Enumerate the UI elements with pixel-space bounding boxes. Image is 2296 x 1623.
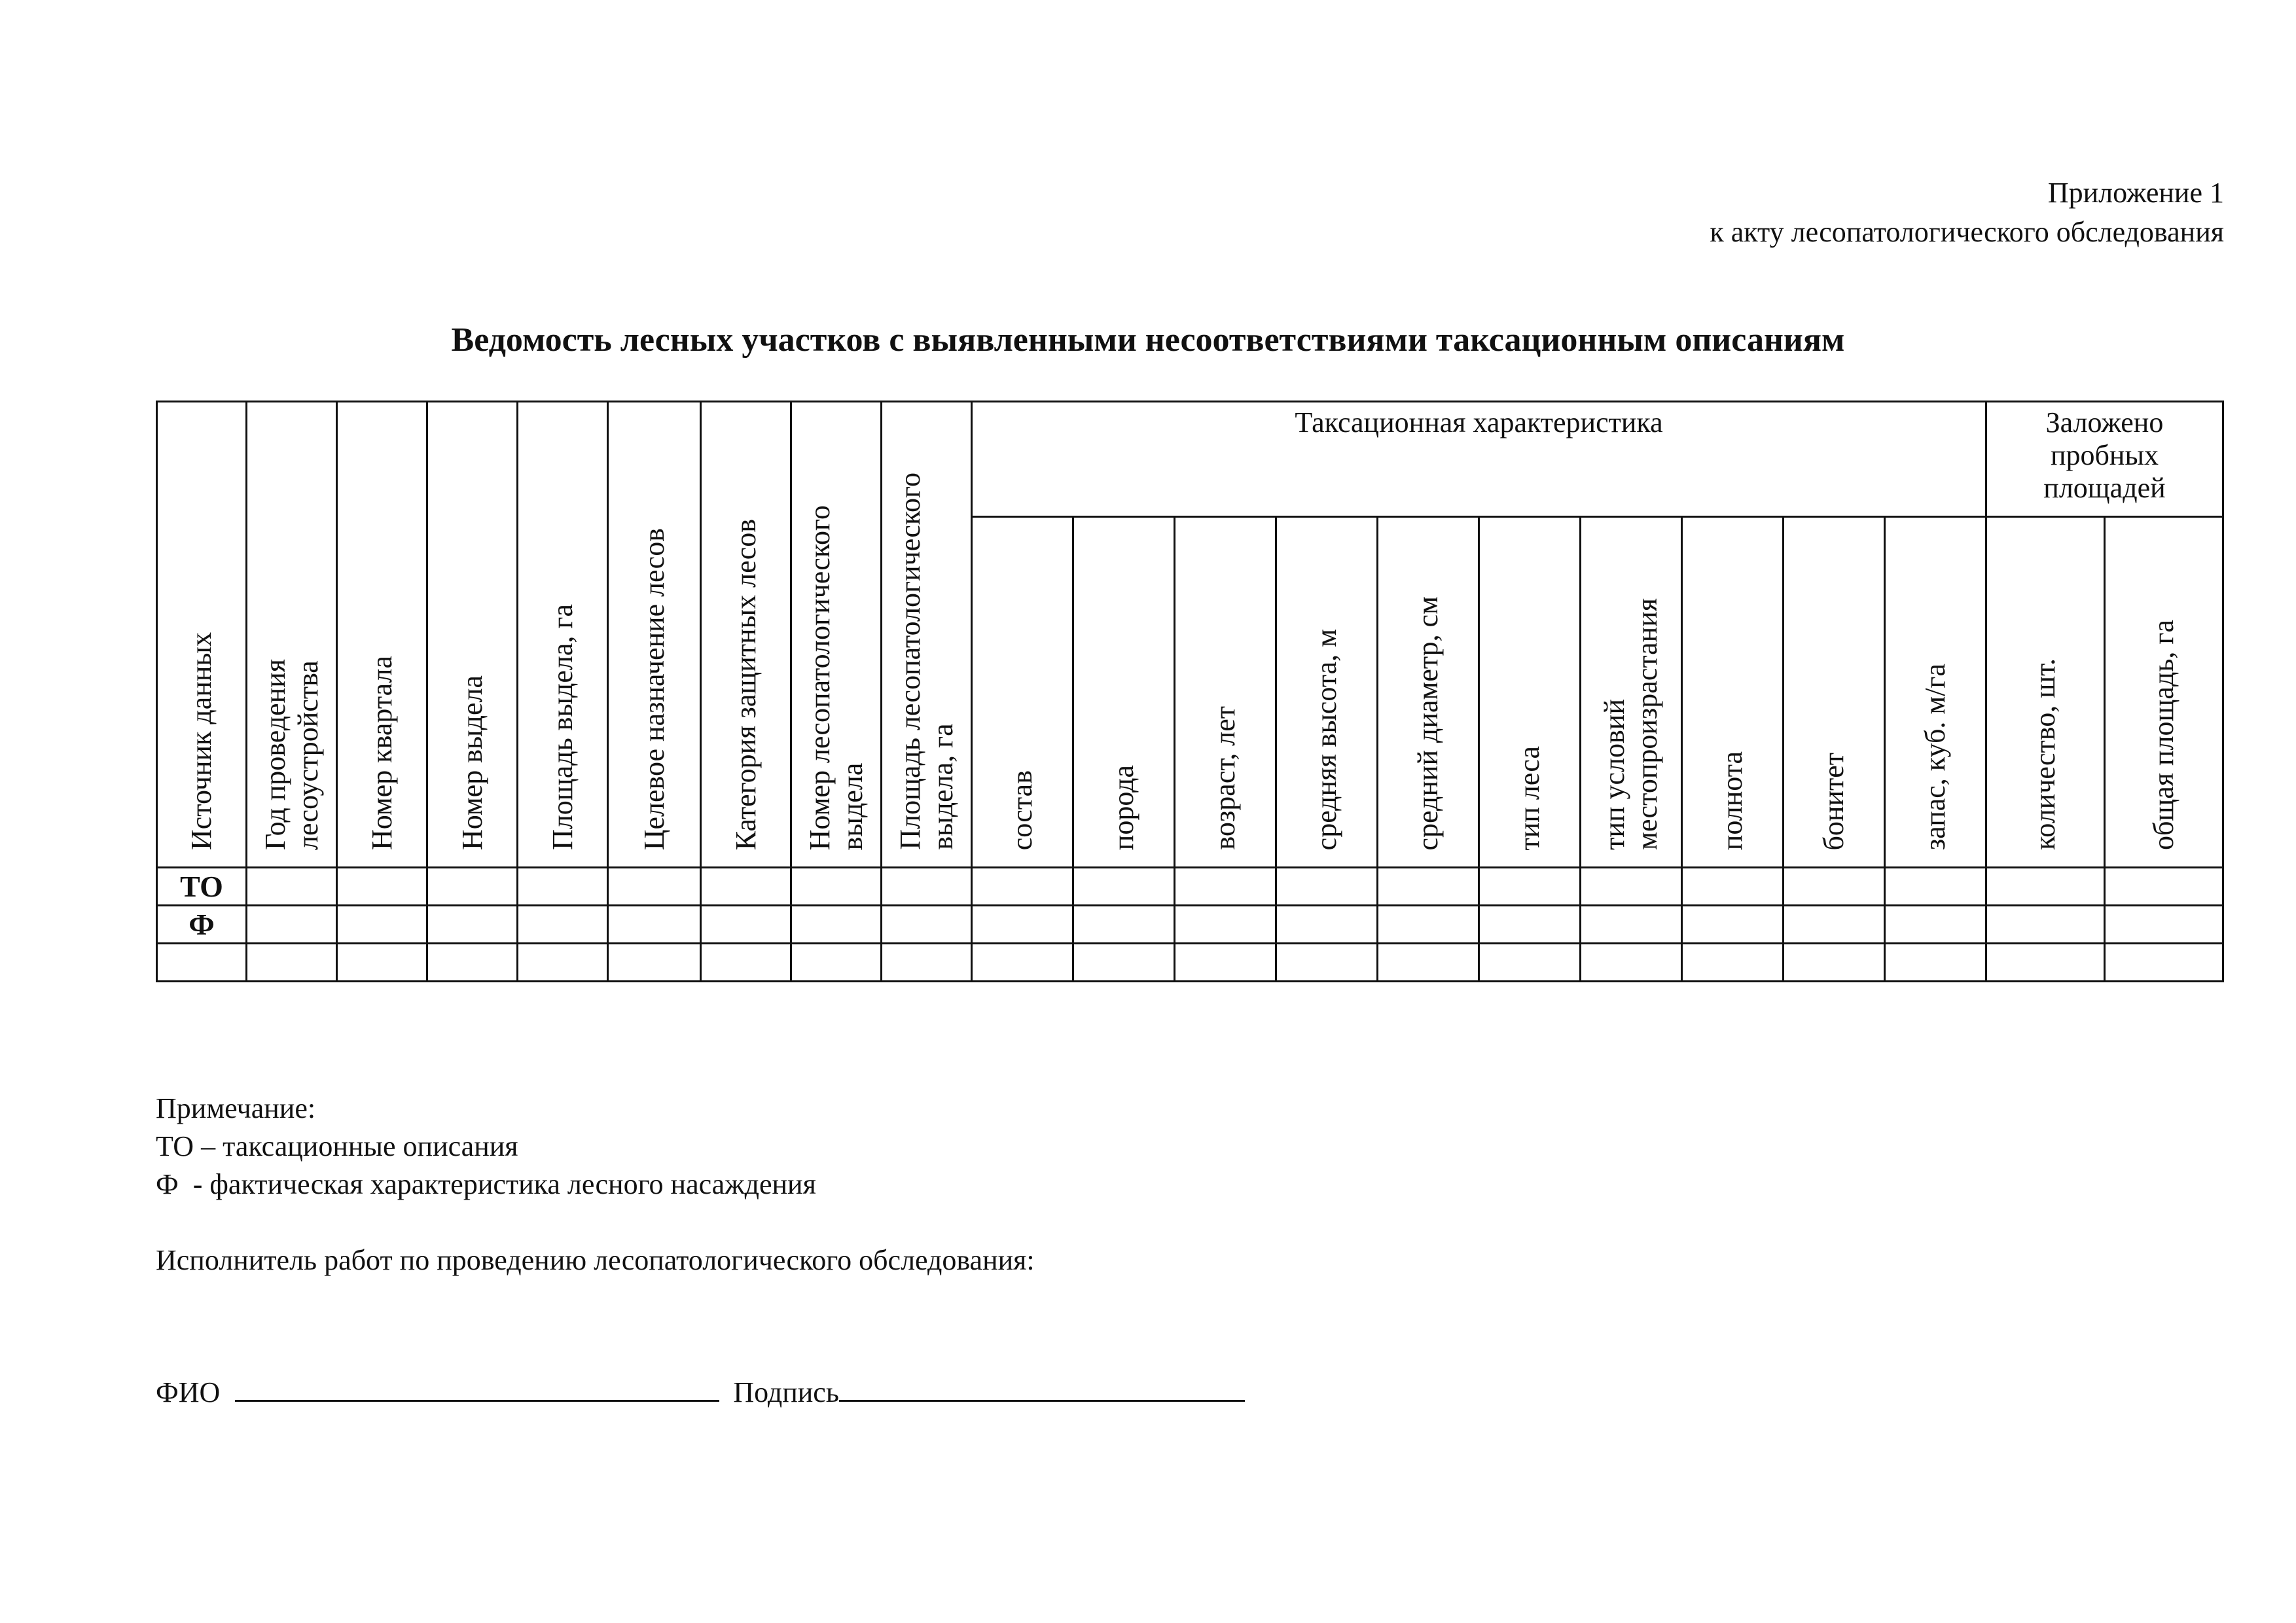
- taxation-column-header-10: запас, куб. м/га: [1885, 517, 1986, 868]
- taxation-column-header-4: средняя высота, м: [1276, 517, 1378, 868]
- signature-line: [156, 1371, 1245, 1409]
- taxation-column-header-1: состав: [972, 517, 1073, 868]
- table-cell[interactable]: [337, 944, 427, 982]
- table-cell[interactable]: [972, 944, 1073, 982]
- table-cell[interactable]: [1784, 906, 1885, 944]
- table-cell[interactable]: [2105, 868, 2223, 906]
- table-cell[interactable]: [1581, 944, 1682, 982]
- table-cell[interactable]: [1479, 906, 1581, 944]
- column-header-5: Площадь выдела, га: [518, 402, 608, 868]
- table-cell[interactable]: [1885, 944, 1986, 982]
- signature-blank-line[interactable]: [839, 1371, 1245, 1402]
- table-cell[interactable]: [791, 906, 882, 944]
- taxation-column-header-7: тип условий местопроизрастания: [1581, 517, 1682, 868]
- table-cell[interactable]: [701, 868, 791, 906]
- annex-reference: к акту лесопатологического обследования: [1710, 216, 2224, 248]
- column-header-7: Категория защитных лесов: [701, 402, 791, 868]
- table-cell[interactable]: [1986, 906, 2105, 944]
- table-cell[interactable]: [1986, 944, 2105, 982]
- table-cell[interactable]: [701, 944, 791, 982]
- table-cell[interactable]: [791, 868, 882, 906]
- table-cell[interactable]: [518, 868, 608, 906]
- table-cell[interactable]: [1682, 906, 1784, 944]
- table-cell[interactable]: [972, 906, 1073, 944]
- taxation-column-header-2: порода: [1073, 517, 1175, 868]
- forest-plots-table: [156, 401, 2224, 982]
- plots-column-header-2: общая площадь, га: [2105, 517, 2223, 868]
- table-cell[interactable]: [2105, 906, 2223, 944]
- table-cell[interactable]: [701, 906, 791, 944]
- table-cell[interactable]: [1073, 906, 1175, 944]
- table-cell[interactable]: [1276, 906, 1378, 944]
- table-cell[interactable]: [1682, 868, 1784, 906]
- column-header-1: Источник данных: [157, 402, 247, 868]
- column-header-4: Номер выдела: [427, 402, 518, 868]
- table-cell[interactable]: [247, 944, 337, 982]
- table-cell[interactable]: [608, 944, 701, 982]
- table-cell[interactable]: [427, 868, 518, 906]
- taxation-column-header-6: тип леса: [1479, 517, 1581, 868]
- table-cell[interactable]: [1378, 944, 1479, 982]
- table-cell[interactable]: [247, 906, 337, 944]
- table-cell[interactable]: [1175, 906, 1276, 944]
- table-row: [157, 944, 2223, 982]
- column-header-2: Год проведения лесоустройства: [247, 402, 337, 868]
- notes-heading: Примечание:: [156, 1092, 316, 1124]
- table-cell[interactable]: [1378, 868, 1479, 906]
- table-cell[interactable]: [1276, 868, 1378, 906]
- annex-number: Приложение 1: [2047, 177, 2224, 209]
- column-header-3: Номер квартала: [337, 402, 427, 868]
- column-header-6: Целевое назначение лесов: [608, 402, 701, 868]
- header-row-groups: [157, 402, 2223, 517]
- table-cell[interactable]: [1682, 944, 1784, 982]
- table-row: [157, 868, 2223, 906]
- taxation-group-header: Таксационная характеристика: [972, 402, 1986, 517]
- table-cell[interactable]: [1885, 906, 1986, 944]
- fio-blank-line[interactable]: [235, 1371, 719, 1402]
- table-cell[interactable]: [337, 868, 427, 906]
- table-cell[interactable]: [882, 944, 972, 982]
- note-to: ТО – таксационные описания: [156, 1130, 518, 1162]
- table-cell[interactable]: [1784, 868, 1885, 906]
- table-cell[interactable]: [1479, 868, 1581, 906]
- table-cell[interactable]: [1175, 868, 1276, 906]
- document-title: Ведомость лесных участков с выявленными несоответствиями таксационным описаниям: [451, 321, 1845, 359]
- executor-label: Исполнитель работ по проведению лесопатологического обследования:: [156, 1244, 1035, 1276]
- table-cell[interactable]: [1581, 906, 1682, 944]
- row-source-label: ТО: [157, 868, 247, 906]
- table-cell[interactable]: [972, 868, 1073, 906]
- table-cell[interactable]: [1986, 868, 2105, 906]
- table-cell[interactable]: [608, 868, 701, 906]
- table-cell[interactable]: [518, 906, 608, 944]
- table-cell[interactable]: [1276, 944, 1378, 982]
- table-row: [157, 906, 2223, 944]
- table-cell[interactable]: [882, 868, 972, 906]
- row-source-label: [157, 944, 247, 982]
- table-cell[interactable]: [427, 944, 518, 982]
- table-cell[interactable]: [1073, 868, 1175, 906]
- table-cell[interactable]: [791, 944, 882, 982]
- column-header-9: Площадь лесопатологического выдела, га: [882, 402, 972, 868]
- table-cell[interactable]: [427, 906, 518, 944]
- table-cell[interactable]: [2105, 944, 2223, 982]
- table-cell[interactable]: [337, 906, 427, 944]
- table-cell[interactable]: [518, 944, 608, 982]
- table-cell[interactable]: [247, 868, 337, 906]
- table-cell[interactable]: [882, 906, 972, 944]
- table-cell[interactable]: [1378, 906, 1479, 944]
- notes-section: [156, 1090, 816, 1204]
- fio-label: ФИО: [156, 1376, 221, 1408]
- table-cell[interactable]: [1479, 944, 1581, 982]
- taxation-column-header-5: средний диаметр, см: [1378, 517, 1479, 868]
- column-header-8: Номер лесопатологического выдела: [791, 402, 882, 868]
- table-cell[interactable]: [1885, 868, 1986, 906]
- row-source-label: Ф: [157, 906, 247, 944]
- note-f: Ф - фактическая характеристика лесного насаждения: [156, 1168, 816, 1200]
- sample-plots-group-header: Заложено пробных площадей: [1986, 402, 2223, 517]
- signature-label: Подпись: [733, 1376, 839, 1408]
- table-cell[interactable]: [1784, 944, 1885, 982]
- taxation-column-header-8: полнота: [1682, 517, 1784, 868]
- table-cell[interactable]: [1175, 944, 1276, 982]
- table-cell[interactable]: [1073, 944, 1175, 982]
- annex-header: [1710, 173, 2224, 252]
- taxation-column-header-3: возраст, лет: [1175, 517, 1276, 868]
- table-cell[interactable]: [608, 906, 701, 944]
- table-body: [157, 402, 2223, 982]
- taxation-column-header-9: бонитет: [1784, 517, 1885, 868]
- table-cell[interactable]: [1581, 868, 1682, 906]
- plots-column-header-1: количество, шт.: [1986, 517, 2105, 868]
